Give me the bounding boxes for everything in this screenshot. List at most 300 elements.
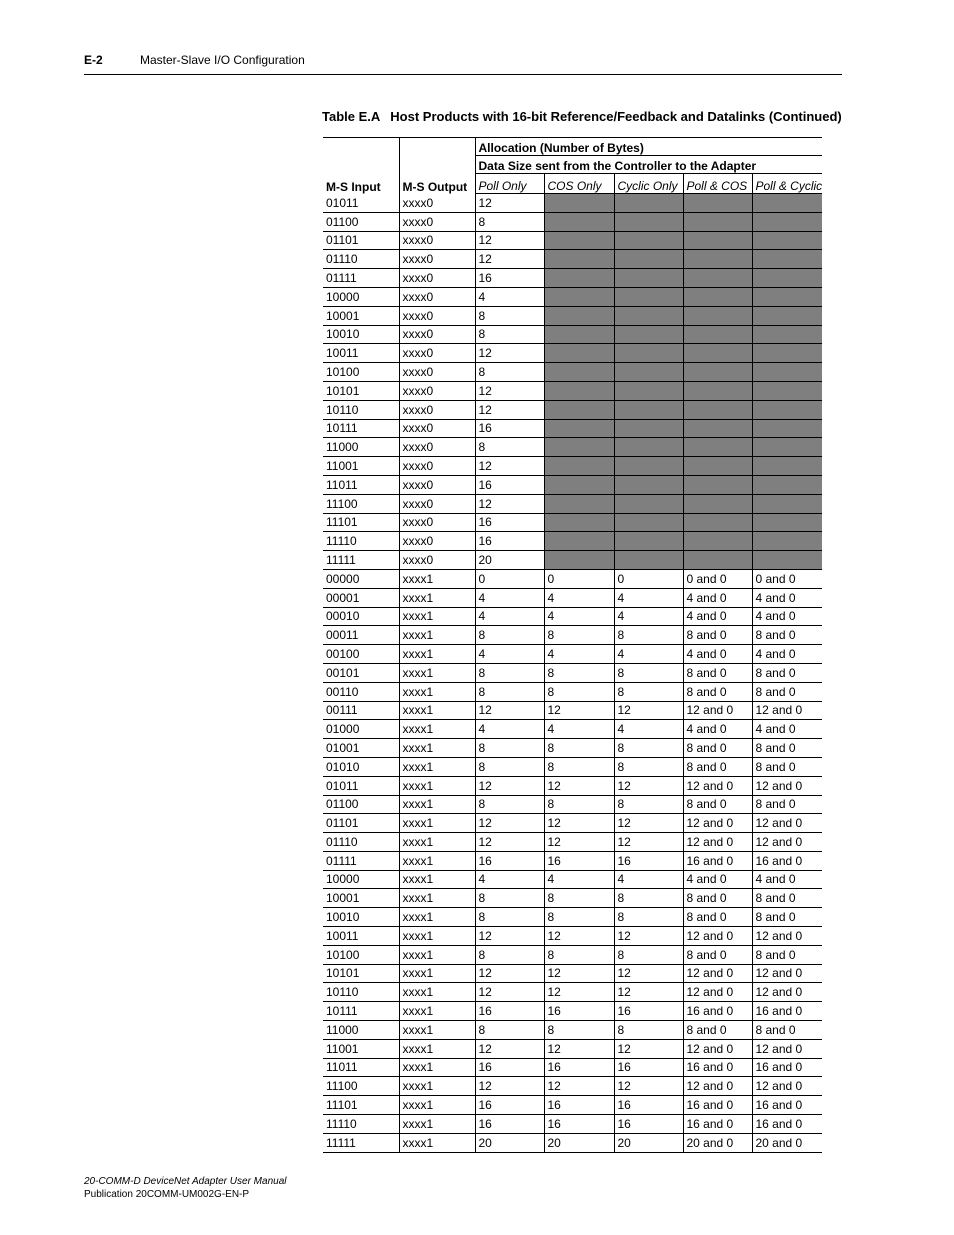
table-cell: xxxx0 <box>399 457 475 476</box>
shaded-cell <box>683 306 752 325</box>
shaded-cell <box>544 306 614 325</box>
shaded-cell <box>544 344 614 363</box>
table-cell: 16 <box>475 532 544 551</box>
table-cell: 8 and 0 <box>683 626 752 645</box>
table-cell: 20 <box>544 1133 614 1152</box>
table-row <box>323 1002 822 1021</box>
table-cell: 0 and 0 <box>683 569 752 588</box>
table-cell: 0 <box>475 569 544 588</box>
table-cell: xxxx0 <box>399 194 475 213</box>
table-cell: xxxx1 <box>399 983 475 1002</box>
table-cell: xxxx1 <box>399 964 475 983</box>
table-cell: 8 <box>614 739 683 758</box>
shaded-cell <box>614 551 683 570</box>
shaded-cell <box>683 419 752 438</box>
table-cell: xxxx1 <box>399 1021 475 1040</box>
table-cell: xxxx1 <box>399 1096 475 1115</box>
table-cell: 8 <box>475 663 544 682</box>
table-cell: 12 <box>544 814 614 833</box>
table-cell: 12 and 0 <box>752 814 822 833</box>
table-cell: 12 <box>544 964 614 983</box>
shaded-cell <box>614 419 683 438</box>
table-cell: 8 and 0 <box>752 795 822 814</box>
table-row <box>323 983 822 1002</box>
shaded-cell <box>614 475 683 494</box>
table-cell: 8 <box>544 682 614 701</box>
table-cell: 8 <box>614 682 683 701</box>
table-cell: 8 <box>544 663 614 682</box>
table-row <box>323 1115 822 1134</box>
table-cell: 4 <box>614 588 683 607</box>
footer-publication: Publication 20COMM-UM002G-EN-P <box>84 1189 250 1200</box>
table-cell: 4 and 0 <box>683 607 752 626</box>
table-cell: 12 <box>475 927 544 946</box>
table-cell: xxxx1 <box>399 1115 475 1134</box>
table-cell: xxxx1 <box>399 1039 475 1058</box>
table-cell: 10000 <box>323 870 399 889</box>
table-cell: 4 <box>475 588 544 607</box>
table-cell: 20 <box>614 1133 683 1152</box>
table-cell: 4 <box>614 645 683 664</box>
table-cell: 01100 <box>323 795 399 814</box>
table-cell: 4 <box>544 645 614 664</box>
col-header-poll-cyclic: Poll & Cyclic <box>752 174 822 194</box>
table-cell: 12 <box>614 833 683 852</box>
table-cell: xxxx1 <box>399 851 475 870</box>
table-cell: 8 <box>475 212 544 231</box>
shaded-cell <box>614 212 683 231</box>
shaded-cell <box>752 551 822 570</box>
table-cell: 8 <box>475 626 544 645</box>
table-cell: 4 <box>544 870 614 889</box>
table-cell: 16 <box>544 851 614 870</box>
table-cell: xxxx0 <box>399 325 475 344</box>
table-cell: 8 <box>475 739 544 758</box>
table-cell: 8 and 0 <box>683 757 752 776</box>
table-cell: 8 <box>544 889 614 908</box>
table-cell: 16 <box>475 475 544 494</box>
table-cell: 0 <box>614 569 683 588</box>
table-row <box>323 701 822 720</box>
table-cell: 8 and 0 <box>683 908 752 927</box>
table-cell: xxxx1 <box>399 626 475 645</box>
table-cell: xxxx1 <box>399 814 475 833</box>
table-cell: 20 and 0 <box>752 1133 822 1152</box>
table-cell: 8 and 0 <box>752 945 822 964</box>
table-cell: 12 and 0 <box>752 964 822 983</box>
table-cell: 12 and 0 <box>752 833 822 852</box>
shaded-cell <box>544 438 614 457</box>
shaded-cell <box>683 231 752 250</box>
table-row <box>323 1077 822 1096</box>
table-cell: 12 <box>614 1039 683 1058</box>
table-cell: 16 <box>614 851 683 870</box>
shaded-cell <box>544 381 614 400</box>
table-row <box>323 645 822 664</box>
table-row <box>323 569 822 588</box>
table-cell: 12 and 0 <box>683 814 752 833</box>
table-cell: 8 and 0 <box>752 908 822 927</box>
table-cell: 20 and 0 <box>683 1133 752 1152</box>
table-cell: 12 and 0 <box>752 983 822 1002</box>
table-cell: 10101 <box>323 964 399 983</box>
table-row <box>323 964 822 983</box>
table-cell: xxxx1 <box>399 776 475 795</box>
table-cell: 4 and 0 <box>752 588 822 607</box>
table-cell: 16 and 0 <box>683 1115 752 1134</box>
table-cell: 8 <box>614 889 683 908</box>
table-cell: 0 and 0 <box>752 569 822 588</box>
table-cell: 11110 <box>323 532 399 551</box>
shaded-cell <box>752 363 822 382</box>
shaded-cell <box>683 532 752 551</box>
table-row <box>323 889 822 908</box>
table-cell: 12 <box>475 701 544 720</box>
table-row <box>323 1039 822 1058</box>
table-row <box>323 551 822 570</box>
table-row <box>323 927 822 946</box>
table-cell: 8 and 0 <box>683 795 752 814</box>
table-cell: 4 <box>475 287 544 306</box>
shaded-cell <box>752 194 822 213</box>
table-cell: 01110 <box>323 833 399 852</box>
table-cell: 11001 <box>323 1039 399 1058</box>
table-row <box>323 833 822 852</box>
table-cell: 16 <box>614 1002 683 1021</box>
table-cell: 12 <box>475 964 544 983</box>
table-cell: 12 <box>614 701 683 720</box>
table-row <box>323 400 822 419</box>
table-row <box>323 795 822 814</box>
col-header-ms-output: M-S Output <box>399 138 475 194</box>
table-cell: 8 and 0 <box>752 757 822 776</box>
col-header-cyclic-only: Cyclic Only <box>614 174 683 194</box>
table-cell: 12 and 0 <box>683 701 752 720</box>
shaded-cell <box>614 400 683 419</box>
table-row <box>323 287 822 306</box>
table-row <box>323 532 822 551</box>
table-cell: 01001 <box>323 739 399 758</box>
table-cell: 8 and 0 <box>683 682 752 701</box>
table-cell: 4 <box>475 607 544 626</box>
shaded-cell <box>614 306 683 325</box>
table-cell: 16 and 0 <box>752 851 822 870</box>
table-row <box>323 494 822 513</box>
shaded-cell <box>752 231 822 250</box>
table-row <box>323 626 822 645</box>
table-cell: 12 <box>475 400 544 419</box>
table-cell: xxxx0 <box>399 551 475 570</box>
table-cell: 8 and 0 <box>683 739 752 758</box>
table-cell: 16 <box>475 419 544 438</box>
table-row <box>323 325 822 344</box>
table-cell: 8 <box>475 325 544 344</box>
table-cell: 00011 <box>323 626 399 645</box>
table-cell: xxxx0 <box>399 212 475 231</box>
table-cell: 16 and 0 <box>683 851 752 870</box>
table-cell: 11111 <box>323 551 399 570</box>
table-caption: Host Products with 16-bit Reference/Feedback and Datalinks (Continued) <box>390 109 842 124</box>
table-cell: xxxx0 <box>399 269 475 288</box>
shaded-cell <box>683 494 752 513</box>
table-row <box>323 851 822 870</box>
table-row <box>323 513 822 532</box>
table-cell: 8 <box>614 945 683 964</box>
shaded-cell <box>683 212 752 231</box>
shaded-cell <box>683 551 752 570</box>
table-cell: 16 <box>614 1058 683 1077</box>
table-cell: xxxx1 <box>399 945 475 964</box>
table-cell: 12 <box>475 1077 544 1096</box>
table-cell: xxxx0 <box>399 438 475 457</box>
table-cell: 01111 <box>323 851 399 870</box>
table-cell: 4 <box>544 720 614 739</box>
shaded-cell <box>752 250 822 269</box>
shaded-cell <box>752 438 822 457</box>
shaded-cell <box>683 513 752 532</box>
table-cell: 20 <box>475 1133 544 1152</box>
table-row <box>323 1133 822 1152</box>
table-cell: 12 <box>475 494 544 513</box>
table-title <box>322 109 842 124</box>
table-label: Table E.A <box>322 109 381 124</box>
table-cell: 12 and 0 <box>683 776 752 795</box>
table-cell: 12 <box>475 344 544 363</box>
shaded-cell <box>544 269 614 288</box>
table-cell: 11111 <box>323 1133 399 1152</box>
table-cell: 11101 <box>323 513 399 532</box>
shaded-cell <box>614 194 683 213</box>
table-cell: 4 and 0 <box>752 607 822 626</box>
table-cell: xxxx1 <box>399 833 475 852</box>
table-cell: 12 and 0 <box>683 927 752 946</box>
table-cell: 12 <box>475 231 544 250</box>
table-cell: 0 <box>544 569 614 588</box>
table-cell: xxxx0 <box>399 419 475 438</box>
table-cell: xxxx1 <box>399 870 475 889</box>
table-cell: 12 <box>475 381 544 400</box>
table-cell: 8 and 0 <box>752 626 822 645</box>
table-cell: xxxx1 <box>399 889 475 908</box>
table-cell: 16 <box>475 1002 544 1021</box>
table-cell: 01100 <box>323 212 399 231</box>
shaded-cell <box>544 212 614 231</box>
shaded-cell <box>544 457 614 476</box>
table-cell: 8 and 0 <box>752 1021 822 1040</box>
shaded-cell <box>614 287 683 306</box>
table-cell: 16 <box>614 1115 683 1134</box>
table-row <box>323 1058 822 1077</box>
table-cell: xxxx0 <box>399 381 475 400</box>
table-cell: xxxx0 <box>399 306 475 325</box>
table-cell: 4 <box>475 720 544 739</box>
footer-manual-title: 20-COMM-D DeviceNet Adapter User Manual <box>84 1176 287 1187</box>
table-cell: 12 <box>614 964 683 983</box>
table-cell: 11110 <box>323 1115 399 1134</box>
table-cell: 12 and 0 <box>752 927 822 946</box>
col-header-ms-input: M-S Input <box>323 138 399 194</box>
table-cell: 16 <box>475 269 544 288</box>
allocation-group-header: Allocation (Number of Bytes) <box>475 138 822 156</box>
table-cell: 12 <box>614 1077 683 1096</box>
shaded-cell <box>683 325 752 344</box>
shaded-cell <box>683 287 752 306</box>
shaded-cell <box>614 457 683 476</box>
table-cell: 12 <box>614 776 683 795</box>
table-cell: 16 <box>475 1096 544 1115</box>
table-row <box>323 908 822 927</box>
table-cell: 10010 <box>323 325 399 344</box>
table-cell: 16 <box>544 1002 614 1021</box>
table-cell: 4 and 0 <box>752 645 822 664</box>
table-cell: 8 <box>544 757 614 776</box>
table-cell: 8 <box>544 1021 614 1040</box>
table-cell: 8 <box>614 908 683 927</box>
table-cell: 01011 <box>323 194 399 213</box>
table-cell: 10100 <box>323 945 399 964</box>
table-cell: 12 and 0 <box>752 1077 822 1096</box>
configuration-table <box>323 137 822 1153</box>
shaded-cell <box>544 194 614 213</box>
table-cell: xxxx0 <box>399 231 475 250</box>
table-cell: 4 and 0 <box>683 720 752 739</box>
table-row <box>323 776 822 795</box>
table-cell: xxxx1 <box>399 1077 475 1096</box>
table-cell: 4 <box>614 870 683 889</box>
table-cell: 16 and 0 <box>752 1002 822 1021</box>
table-cell: 10011 <box>323 344 399 363</box>
table-cell: xxxx1 <box>399 607 475 626</box>
table-cell: 16 and 0 <box>683 1002 752 1021</box>
table-cell: 8 <box>614 795 683 814</box>
table-cell: xxxx0 <box>399 400 475 419</box>
shaded-cell <box>683 344 752 363</box>
table-cell: 12 <box>475 457 544 476</box>
shaded-cell <box>614 344 683 363</box>
shaded-cell <box>683 194 752 213</box>
table-cell: 00111 <box>323 701 399 720</box>
table-cell: 4 <box>614 607 683 626</box>
table-cell: 10011 <box>323 927 399 946</box>
table-cell: 01101 <box>323 814 399 833</box>
table-row <box>323 663 822 682</box>
shaded-cell <box>752 513 822 532</box>
shaded-cell <box>614 363 683 382</box>
shaded-cell <box>544 494 614 513</box>
shaded-cell <box>544 419 614 438</box>
table-cell: xxxx1 <box>399 908 475 927</box>
table-cell: 16 <box>475 851 544 870</box>
table-cell: 8 <box>614 757 683 776</box>
table-cell: 12 and 0 <box>752 1039 822 1058</box>
table-cell: 16 and 0 <box>752 1058 822 1077</box>
shaded-cell <box>683 457 752 476</box>
table-cell: 01110 <box>323 250 399 269</box>
table-cell: 12 <box>614 814 683 833</box>
table-cell: 11100 <box>323 1077 399 1096</box>
table-cell: 10111 <box>323 419 399 438</box>
table-cell: 12 <box>475 814 544 833</box>
table-row <box>323 306 822 325</box>
table-cell: 4 and 0 <box>752 720 822 739</box>
table-cell: 01101 <box>323 231 399 250</box>
table-cell: 8 and 0 <box>683 1021 752 1040</box>
table-cell: 8 <box>475 438 544 457</box>
table-cell: 8 <box>614 626 683 645</box>
table-cell: 12 <box>475 776 544 795</box>
table-cell: 00100 <box>323 645 399 664</box>
shaded-cell <box>752 419 822 438</box>
table-cell: 00010 <box>323 607 399 626</box>
table-cell: 12 <box>544 776 614 795</box>
table-cell: 12 <box>544 983 614 1002</box>
shaded-cell <box>683 400 752 419</box>
shaded-cell <box>544 363 614 382</box>
table-cell: 11000 <box>323 1021 399 1040</box>
table-cell: 10100 <box>323 363 399 382</box>
table-cell: xxxx1 <box>399 739 475 758</box>
table-cell: 10110 <box>323 983 399 1002</box>
table-row <box>323 607 822 626</box>
table-row <box>323 814 822 833</box>
table-cell: xxxx1 <box>399 927 475 946</box>
shaded-cell <box>614 532 683 551</box>
table-cell: 12 and 0 <box>752 776 822 795</box>
table-cell: 01011 <box>323 776 399 795</box>
table-cell: xxxx1 <box>399 569 475 588</box>
table-cell: xxxx1 <box>399 701 475 720</box>
table-cell: 11011 <box>323 1058 399 1077</box>
table-cell: xxxx0 <box>399 475 475 494</box>
table-cell: xxxx1 <box>399 663 475 682</box>
table-cell: 10001 <box>323 306 399 325</box>
data-size-header: Data Size sent from the Controller to the Adapter <box>475 156 822 174</box>
table-cell: 11000 <box>323 438 399 457</box>
table-cell: 16 and 0 <box>752 1115 822 1134</box>
table-row <box>323 720 822 739</box>
table-cell: 10111 <box>323 1002 399 1021</box>
shaded-cell <box>752 212 822 231</box>
table-row <box>323 870 822 889</box>
shaded-cell <box>752 532 822 551</box>
table-row <box>323 945 822 964</box>
table-cell: 4 <box>544 588 614 607</box>
table-row <box>323 739 822 758</box>
table-row <box>323 250 822 269</box>
shaded-cell <box>683 381 752 400</box>
shaded-cell <box>683 269 752 288</box>
table-row <box>323 1096 822 1115</box>
table-cell: 12 and 0 <box>752 701 822 720</box>
table-cell: 8 <box>475 908 544 927</box>
table-row <box>323 588 822 607</box>
table-row <box>323 212 822 231</box>
shaded-cell <box>614 269 683 288</box>
table-cell: 16 <box>544 1096 614 1115</box>
table-cell: 16 <box>544 1058 614 1077</box>
table-cell: 10010 <box>323 908 399 927</box>
table-cell: 12 <box>475 1039 544 1058</box>
table-cell: 12 <box>614 927 683 946</box>
table-cell: xxxx0 <box>399 494 475 513</box>
table-cell: 4 <box>475 645 544 664</box>
table-cell: 8 and 0 <box>752 663 822 682</box>
table-cell: 8 <box>544 626 614 645</box>
table-cell: 8 and 0 <box>683 889 752 908</box>
table-cell: 8 and 0 <box>683 663 752 682</box>
table-row <box>323 1021 822 1040</box>
table-cell: 20 <box>475 551 544 570</box>
